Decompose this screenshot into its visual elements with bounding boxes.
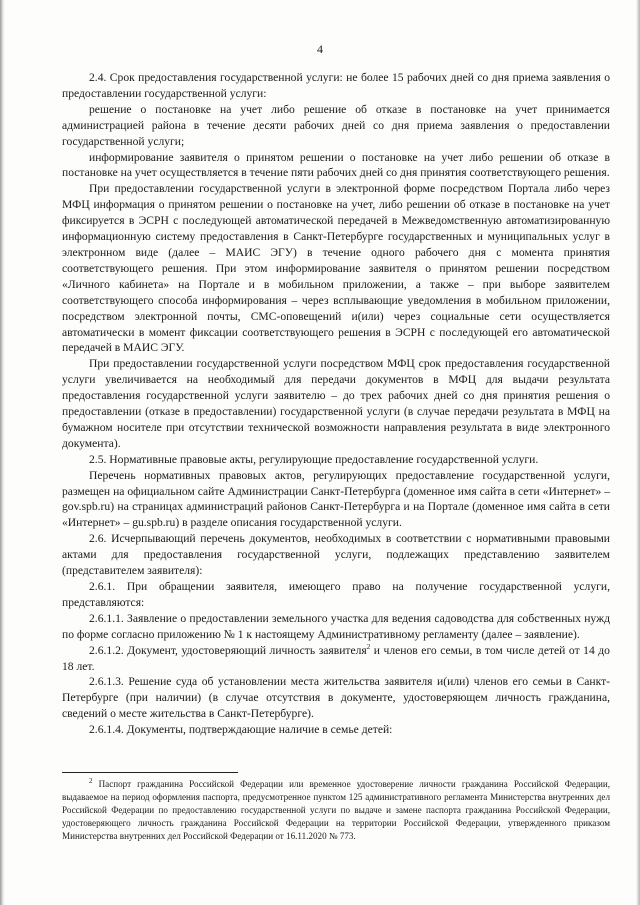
paragraph-notification-term: информирование заявителя о принятом решении о постановке на учет либо решении об отказе в постановке на учет осуществляется в течение пяти рабочих дней со дня принятия соответствующего решения.: [62, 150, 610, 180]
paragraph-legal-acts-list: Перечень нормативных правовых актов, регулирующих предоставление государственной услуги, размещен на официальном сайте Администрации Санкт-Петербурга (доменное имя сайта в сети «Интернет» – gov.spb.ru) на страницах администраций районов Санкт-Петербурга и на Портале (доменное имя сайта в сети «Интернет» – gu.spb.ru) в разделе описания государственной услуги.: [62, 468, 610, 530]
paragraph-2-4: 2.4. Срок предоставления государственной услуги: не более 15 рабочих дней со дня приема заявления о предоставлении государственной услуги:: [62, 71, 610, 100]
footnote-mark: 2: [89, 776, 93, 785]
paragraph-2-6-1-4: 2.6.1.4. Документы, подтверждающие наличие в семье детей:: [89, 723, 393, 737]
scan-edge-shadow-right: [636, 0, 640, 905]
paragraph-2-5: 2.5. Нормативные правовые акты, регулирующие предоставление государственной услуги.: [89, 452, 539, 466]
paragraph-electronic-form: При предоставлении государственной услуги в электронной форме посредством Портала либо через МФЦ информация о принятом решении о постановке на учет, либо решении об отказе в постановке на учет фиксируется в ЭСРН с последующей автоматической передачей в Межведомственную автоматизированную информационную систему предоставления в Санкт-Петербурге государственных и муниципальных услуг в электронном виде (далее – МАИС ЭГУ) в течение одного рабочего дня с момента принятия соответствующего решения. При этом информирование заявителя о принятом решении посредством «Личного кабинета» на Портале и в мобильном приложении, а также – при выборе заявителем соответствующего способа информирования – через всплывающие уведомления в мобильном приложении, посредством электронной почты, СМС-оповещений и(или) через социальные сети осуществляется автоматически в момент фиксации соответствующего решения в ЭСРН с последующей его автоматической передачей в МАИС ЭГУ.: [62, 182, 610, 355]
paragraph-2-6: 2.6. Исчерпывающий перечень документов, необходимых в соответствии с нормативными правовыми актами для предоставления государственной услуги, подлежащих представлению заявителем (представителем заявителя):: [62, 532, 610, 578]
scan-edge-shadow-left: [0, 0, 5, 905]
footnote-separator: [62, 772, 238, 773]
paragraph-decision-term: решение о постановке на учет либо решение об отказе в постановке на учет принимается администрацией района в течение десяти рабочих дней со дня приема заявления о предоставлении государственной услуги;: [62, 102, 610, 148]
paragraph-2-6-1: 2.6.1. При обращении заявителя, имеющего право на получение государственной услуги, представляются:: [62, 580, 610, 609]
footnote: [62, 778, 610, 843]
paragraph-2-6-1-3: 2.6.1.3. Решение суда об установлении места жительства заявителя и(или) членов его семьи в Санкт-Петербурге (при наличии) (в случае отсутствия в документе, удостоверяющем личность гражданина, сведений о месте жительства в Санкт-Петербурге).: [62, 675, 610, 721]
paragraph-2-6-1-2-text: 2.6.1.2. Документ, удостоверяющий личность заявителя: [89, 643, 367, 657]
paragraph-2-6-1-2-continuation: и членов его семьи, в том числе детей от 14 до 18 лет.: [62, 643, 610, 673]
paragraph-mfc-term: При предоставлении государственной услуги посредством МФЦ срок предоставления государственной услуги увеличивается на необходимый для передачи документов в МФЦ для выдачи результата предоставления государственной услуги заявителю – до трех рабочих дней со дня принятия решения о предоставлении (отказе в предоставлении) государственной услуги (в случае передачи результата в МФЦ на бумажном носителе при отсутствии технической возможности направления результата в виде электронного документа).: [62, 357, 610, 450]
page-number: 4: [317, 42, 323, 56]
footnote-reference: 2: [366, 642, 371, 651]
footnote-paragraph: [62, 778, 610, 843]
body-text: [62, 70, 610, 738]
paragraph-2-6-1-2: [62, 643, 610, 675]
footnote-text: Паспорт гражданина Российской Федерации или временное удостоверение личности гражданина Российской Федерации, выдаваемое на период оформления паспорта, предусмотренное пунктом 125 административного регламента Министерства внутренних дел Российской Федерации по предоставлению государственной услуги по выдаче и замене паспорта гражданина Российской Федерации, удостоверяющего личность гражданина Российской Федерации на территории Российской Федерации, утвержденного приказом Министерства внутренних дел Российской Федерации от 16.11.2020 № 773.: [62, 779, 610, 842]
paragraph-2-6-1-1: 2.6.1.1. Заявление о предоставлении земельного участка для ведения садоводства для собственных нужд по форме согласно приложению № 1 к настоящему Административному регламенту (далее – заявление).: [62, 611, 610, 641]
